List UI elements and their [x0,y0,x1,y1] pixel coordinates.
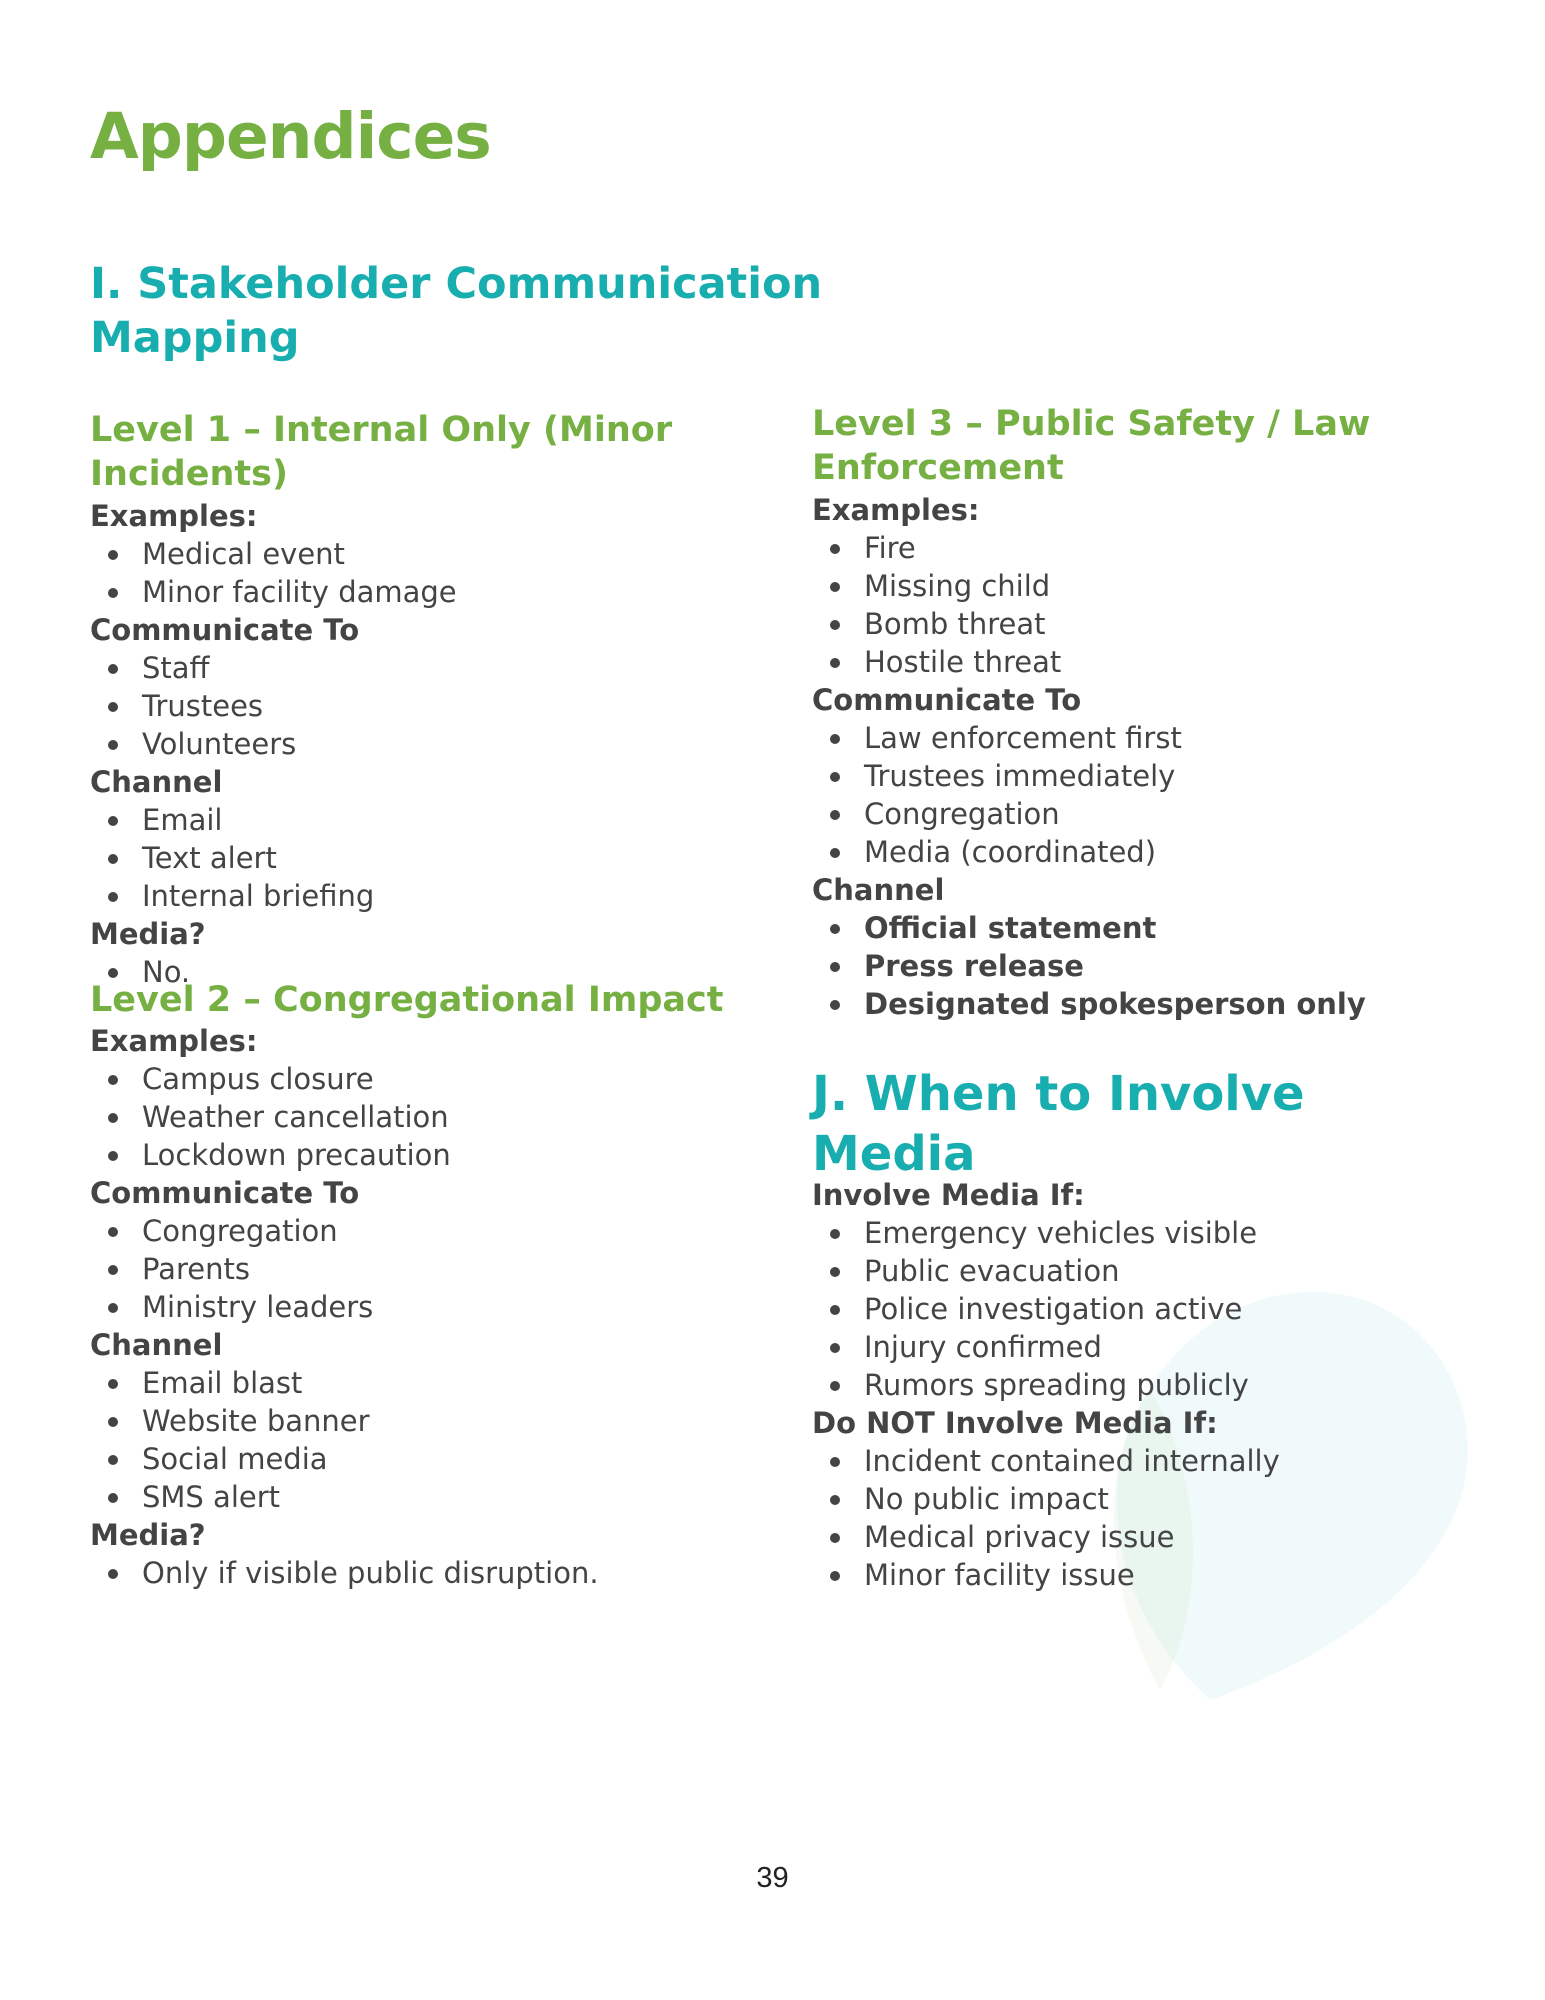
list-item: Website banner [90,1402,810,1440]
level-2-title: Level 2 – Congregational Impact [90,980,724,1020]
list-item: Internal briefing [90,877,810,915]
bullet-icon [830,1343,840,1353]
list-item: Bomb threat [812,605,1532,643]
level-1-examples-list [90,535,810,611]
bullet-icon [108,1379,118,1389]
bullet-icon [108,550,118,560]
list-item: Trustees [90,687,810,725]
section-j-heading: J. When to Involve Media [812,1066,1305,1182]
list-item: Weather cancellation [90,1098,810,1136]
bullet-icon [108,664,118,674]
level-2-channel-label: Channel [90,1328,223,1363]
bullet-icon [108,740,118,750]
bullet-icon [108,588,118,598]
list-item: Congregation [90,1212,810,1250]
level-3-examples-label: Examples: [812,492,980,527]
bullet-icon [830,658,840,668]
bullet-icon [830,582,840,592]
bullet-icon [108,816,118,826]
bullet-icon [830,924,840,934]
bullet-icon [108,1113,118,1123]
level-2-channel-list [90,1364,810,1516]
list-item: Incident contained internally [812,1442,1532,1480]
list-item: Minor facility damage [90,573,810,611]
bullet-icon [108,892,118,902]
bullet-icon [108,1265,118,1275]
list-item: Emergency vehicles visible [812,1214,1532,1252]
level-2-media-list [90,1554,810,1592]
level-1-communicate-label: Communicate To [90,612,360,647]
list-item: Parents [90,1250,810,1288]
list-item: No. [90,953,810,991]
list-item: Email blast [90,1364,810,1402]
bullet-icon [108,1417,118,1427]
involve-media-list [812,1214,1532,1404]
involve-media-label: Involve Media If: [812,1178,1085,1212]
level-1-channel-label: Channel [90,764,223,799]
bullet-icon [830,1000,840,1010]
level-3-title: Level 3 – Public Safety / Law Enforcement [812,404,1371,489]
list-item: Campus closure [90,1060,810,1098]
level-3-communicate-list [812,719,1532,871]
bullet-icon [830,1267,840,1277]
list-item: Designated spokesperson only [812,985,1532,1023]
bullet-icon [108,1569,118,1579]
level-3-communicate-label: Communicate To [812,682,1082,717]
page-title: Appendices [90,100,491,173]
bullet-icon [830,772,840,782]
bullet-icon [108,968,118,978]
level-2-examples-label: Examples: [90,1024,258,1059]
bullet-icon [108,1455,118,1465]
bullet-icon [830,1495,840,1505]
list-item: Medical event [90,535,810,573]
level-3-channel-label: Channel [812,872,945,907]
list-item: Minor facility issue [812,1556,1532,1594]
bullet-icon [830,1457,840,1467]
bullet-icon [830,734,840,744]
section-i-heading: I. Stakeholder Communication Mapping [90,259,823,363]
bullet-icon [830,848,840,858]
bullet-icon [108,1227,118,1237]
list-item: Missing child [812,567,1532,605]
list-item: No public impact [812,1480,1532,1518]
list-item: Social media [90,1440,810,1478]
list-item: Volunteers [90,725,810,763]
level-1-communicate-list [90,649,810,763]
bullet-icon [830,1305,840,1315]
bullet-icon [830,620,840,630]
list-item: Text alert [90,839,810,877]
media-involvement-block [812,1176,1532,1594]
bullet-icon [830,1229,840,1239]
bullet-icon [830,810,840,820]
level-2-media-label: Media? [90,1518,206,1553]
not-involve-media-list [812,1442,1532,1594]
not-involve-media-label: Do NOT Involve Media If: [812,1406,1218,1440]
list-item: Staff [90,649,810,687]
list-item: Official statement [812,909,1532,947]
level-3-examples-list [812,529,1532,681]
bullet-icon [108,1493,118,1503]
level-3-channel-list [812,909,1532,1023]
bullet-icon [830,1571,840,1581]
list-item: Law enforcement first [812,719,1532,757]
bullet-icon [830,962,840,972]
level-3-block [812,402,1532,1023]
bullet-icon [108,702,118,712]
list-item: Injury confirmed [812,1328,1532,1366]
bullet-icon [108,1151,118,1161]
list-item: SMS alert [90,1478,810,1516]
list-item: Hostile threat [812,643,1532,681]
bullet-icon [830,1533,840,1543]
list-item: Media (coordinated) [812,833,1532,871]
list-item: Press release [812,947,1532,985]
list-item: Trustees immediately [812,757,1532,795]
list-item: Public evacuation [812,1252,1532,1290]
bullet-icon [830,1381,840,1391]
list-item: Rumors spreading publicly [812,1366,1532,1404]
level-1-media-label: Media? [90,916,206,951]
level-2-communicate-list [90,1212,810,1326]
bullet-icon [108,1303,118,1313]
page-number: 39 [756,1862,789,1894]
level-1-channel-list [90,801,810,915]
level-1-title: Level 1 – Internal Only (Minor Incidents) [90,410,673,495]
list-item: Congregation [812,795,1532,833]
list-item: Medical privacy issue [812,1518,1532,1556]
list-item: Lockdown precaution [90,1136,810,1174]
level-1-examples-label: Examples: [90,498,258,533]
list-item: Fire [812,529,1532,567]
bullet-icon [830,544,840,554]
level-2-block [90,978,810,1592]
bullet-icon [108,854,118,864]
bullet-icon [108,1075,118,1085]
level-2-examples-list [90,1060,810,1174]
list-item: Only if visible public disruption. [90,1554,810,1592]
list-item: Ministry leaders [90,1288,810,1326]
level-1-block [90,408,810,991]
list-item: Email [90,801,810,839]
level-2-communicate-label: Communicate To [90,1176,360,1211]
list-item: Police investigation active [812,1290,1532,1328]
